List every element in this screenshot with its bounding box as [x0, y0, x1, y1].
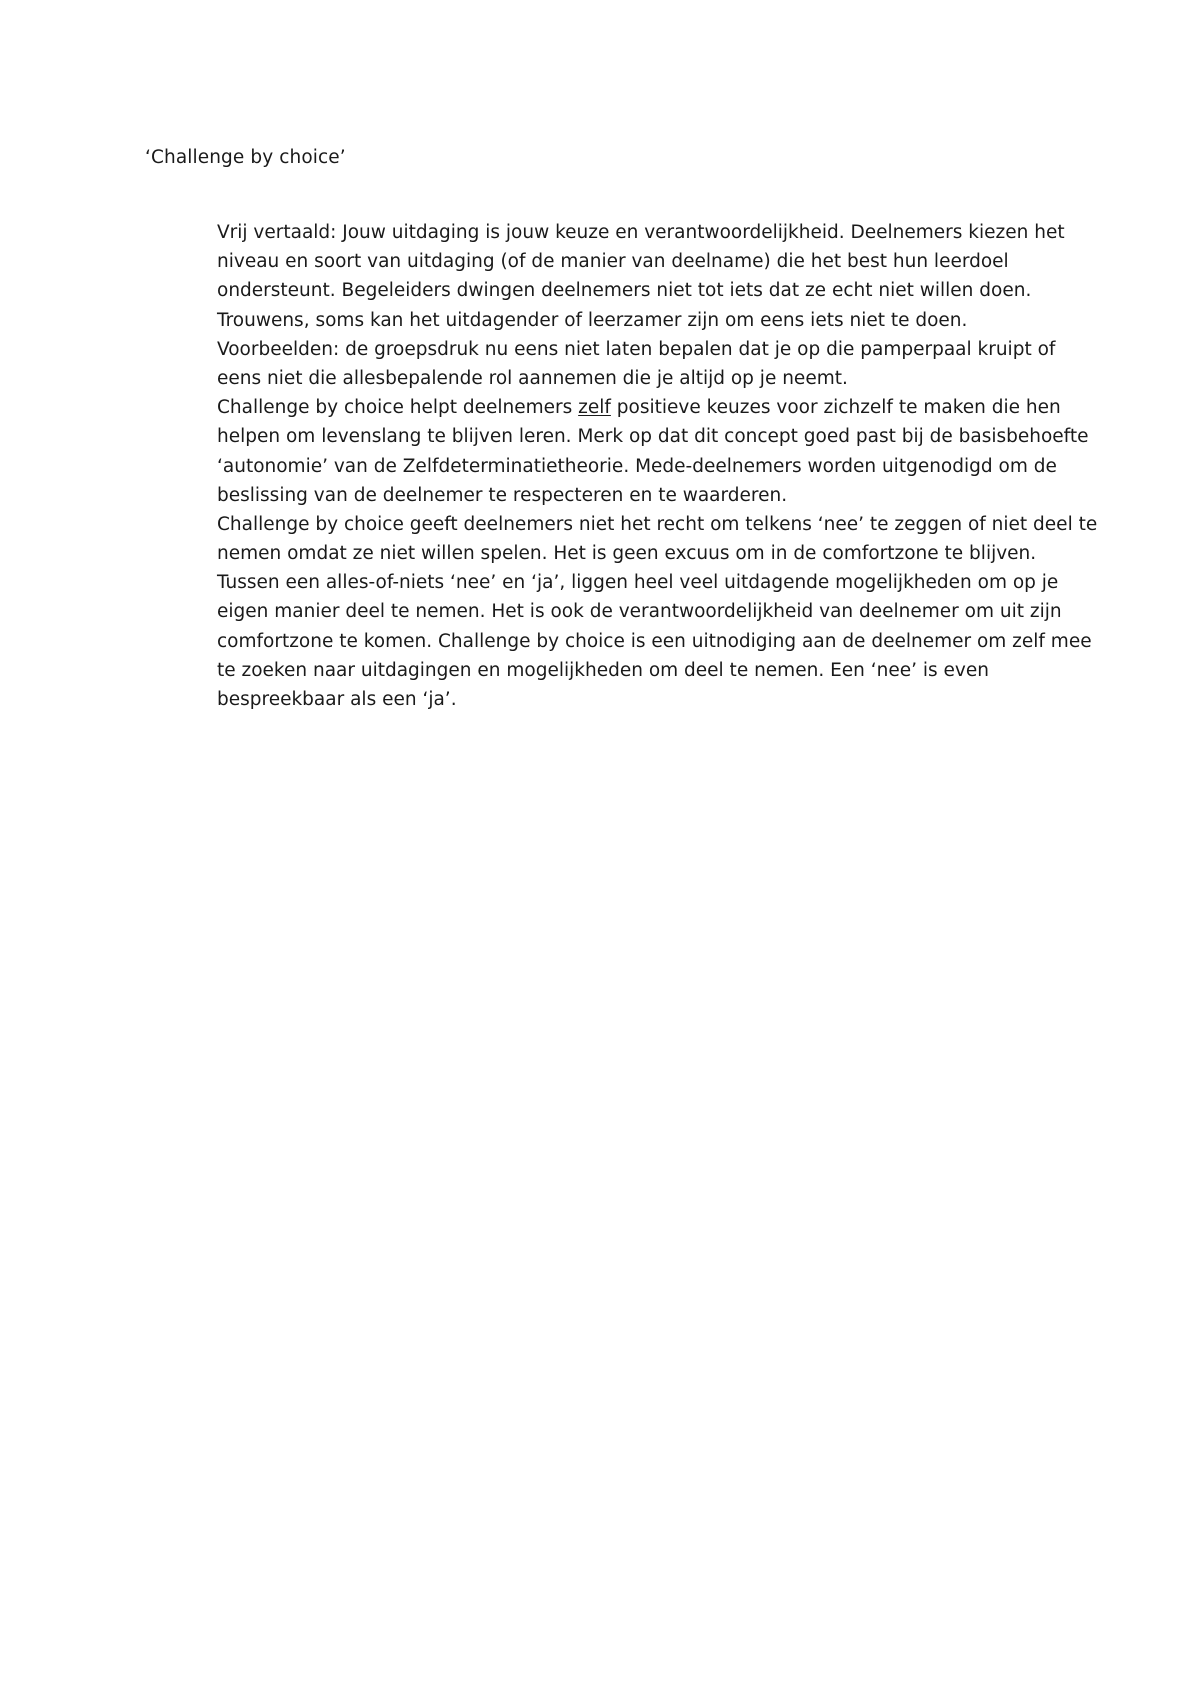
body-line-7-end: positieve keuzes voor zichzelf te maken die hen — [610, 397, 1061, 419]
body-line-1: Vrij vertaald: Jouw uitdaging is jouw keuze en verantwoordelijkheid. Deelnemers kiezen het — [217, 222, 1065, 243]
body-line-8: helpen om levenslang te blijven leren. Merk op dat dit concept goed past bij de basisbehoefte — [217, 426, 1089, 448]
body-line-7-start: Challenge by choice helpt deelnemers — [217, 397, 579, 419]
body-line-9: ‘autonomie’ van de Zelfdeterminatietheorie. Mede-deelnemers worden uitgenodigd om de — [217, 455, 1057, 477]
body-line-16: te zoeken naar uitdagingen en mogelijkheden om deel te nemen. Een ‘nee’ is even — [217, 659, 989, 681]
body-line-11: Challenge by choice geeft deelnemers niet het recht om telkens ‘nee’ te zeggen of niet deel te — [217, 513, 1098, 535]
body-line-14: eigen manier deel te nemen. Het is ook de verantwoordelijkheid van deelnemer om uit zijn — [217, 601, 1062, 623]
body-line-4: Trouwens, soms kan het uitdagender of leerzamer zijn om eens iets niet te doen. — [217, 309, 968, 331]
document-title: ‘Challenge by choice’ — [145, 147, 346, 168]
body-line-5: Voorbeelden: de groepsdruk nu eens niet laten bepalen dat je op die pamperpaal kruipt of — [217, 338, 1056, 360]
body-line-13: Tussen een alles-of-niets ‘nee’ en ‘ja’, liggen heel veel uitdagende mogelijkheden om op je — [217, 572, 1059, 594]
body-line-2: niveau en soort van uitdaging (of de manier van deelname) die het best hun leerdoel — [217, 251, 1009, 273]
body-line-12: nemen omdat ze niet willen spelen. Het is geen excuus om in de comfortzone te blijven. — [217, 543, 1037, 565]
body-line-15: comfortzone te komen. Challenge by choice is een uitnodiging aan de deelnemer om zelf mee — [217, 630, 1092, 652]
underlined-word-zelf: zelf — [578, 397, 611, 419]
body-line-3: ondersteunt. Begeleiders dwingen deelnemers niet tot iets dat ze echt niet willen doen. — [217, 280, 1032, 302]
body-line-7 — [217, 393, 1097, 422]
body-line-10: beslissing van de deelnemer te respecteren en te waarderen. — [217, 484, 788, 506]
document-body — [217, 218, 1097, 714]
body-line-17: bespreekbaar als een ‘ja’. — [217, 689, 457, 710]
body-line-6: eens niet die allesbepalende rol aannemen die je altijd op je neemt. — [217, 367, 848, 389]
